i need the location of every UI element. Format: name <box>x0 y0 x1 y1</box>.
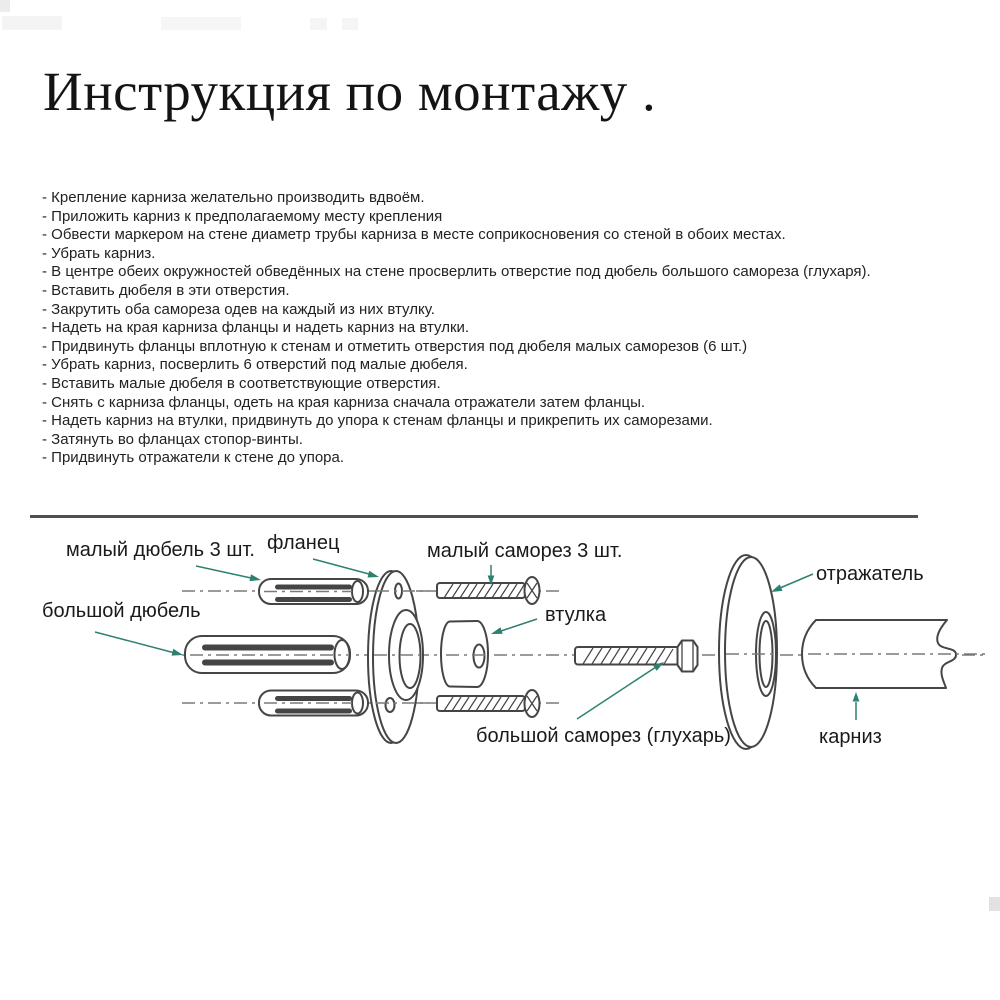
small-dowel-arrow <box>196 566 261 581</box>
instruction-step: - Обвести маркером на стене диаметр трубы карниза в месте соприкосновения со стеной в обоих местах. <box>42 226 786 244</box>
reflector-drawing <box>719 555 777 749</box>
photo-artifact <box>310 18 327 30</box>
instruction-step: - Вставить малые дюбеля в соответствующие отверстия. <box>42 374 441 392</box>
bushing-arrow <box>491 619 537 634</box>
instruction-step: - Убрать карниз, посверлить 6 отверстий под малые дюбеля. <box>42 356 468 374</box>
flange-arrow <box>313 559 379 578</box>
small-screw-bottom-drawing <box>437 690 540 717</box>
reflector-label: отражатель <box>816 563 924 585</box>
cornice-arrow <box>853 692 860 720</box>
flange-drawing <box>368 571 423 743</box>
instruction-step: - Придвинуть отражатели к стене до упора. <box>42 449 345 467</box>
instruction-step: - Приложить карниз к предполагаемому месту крепления <box>42 207 443 225</box>
photo-artifact <box>161 17 241 30</box>
section-divider <box>30 515 918 518</box>
big-screw-label: большой саморез (глухарь) <box>476 725 731 747</box>
reflector-arrow <box>771 574 813 592</box>
photo-artifact <box>0 0 10 12</box>
instruction-step: - Затянуть во фланцах стопор-винты. <box>42 430 303 448</box>
instruction-step: - Крепление карниза желательно производить вдвоём. <box>42 189 425 206</box>
instruction-step: - Вставить дюбеля в эти отверстия. <box>42 281 290 299</box>
instruction-step: - В центре обеих окружностей обведённых на стене просверлить отверстие под дюбель большого самореза (глухаря). <box>42 263 871 281</box>
photo-artifact <box>989 897 1000 911</box>
instruction-step: - Закрутить оба самореза одев на каждый из них втулку. <box>42 300 435 318</box>
instruction-step: - Надеть карниз на втулки, придвинуть до упора к стенам фланцы и прикрепить их саморезами. <box>42 412 713 430</box>
instruction-step: - Убрать карниз. <box>42 244 156 262</box>
instruction-step: - Надеть на края карниза фланцы и надеть карниз на втулки. <box>42 319 470 337</box>
flange-label: фланец <box>267 532 340 554</box>
big-dowel-arrow <box>95 632 183 656</box>
instruction-steps <box>42 189 977 468</box>
big-dowel-label: большой дюбель <box>42 600 201 622</box>
bushing-label: втулка <box>545 604 607 626</box>
photo-artifact <box>2 16 62 30</box>
big-screw-arrow <box>577 662 664 719</box>
instruction-step: - Придвинуть фланцы вплотную к стенам и отметить отверстия под дюбеля малых саморезов (6 шт.) <box>42 337 748 355</box>
page-title: Инструкция по монтажу . <box>43 61 657 122</box>
big-screw-drawing <box>575 641 698 672</box>
small-screw-label: малый саморез 3 шт. <box>427 540 623 562</box>
bushing-drawing <box>441 621 488 687</box>
photo-artifact <box>342 18 358 30</box>
instruction-step: - Снять с карниза фланцы, одеть на края карниза сначала отражатели затем фланцы. <box>42 393 646 411</box>
small-dowel-label: малый дюбель 3 шт. <box>66 539 255 561</box>
cornice-label: карниз <box>819 726 882 748</box>
small-screw-top-drawing <box>437 577 540 604</box>
